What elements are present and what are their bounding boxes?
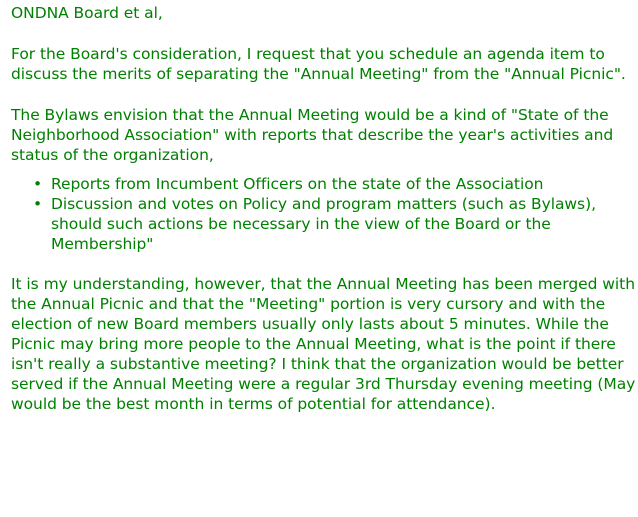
bullet-icon: • [33,195,43,213]
bullet-icon: • [33,175,43,193]
email-greeting: ONDNA Board et al, [11,4,163,22]
email-paragraph-request: For the Board's consideration, I request that you schedule an agenda item to discuss the merits of separating the "Annual Meeting" from the "Annual Picnic". [11,45,626,83]
list-item-text: Reports from Incumbent Officers on the state of the Association [51,175,544,193]
bylaws-reports-list [11,174,637,254]
list-item [33,174,637,194]
email-paragraph-understanding: It is my understanding, however, that the Annual Meeting has been merged with the Annual Picnic and that the "Meeting" portion is very cursory and with the election of new Board members usually only lasts about 5 minutes. While the Picnic may bring more people to the Annual Meeting, what is the point if there isn't really a substantive meeting? I think that the organization would be better served if the Annual Meeting were a regular 3rd Thursday evening meeting (May would be the best month in terms of potential for attendance). [11,275,636,413]
email-body [11,3,637,435]
list-item [33,194,637,254]
list-item-text: Discussion and votes on Policy and program matters (such as Bylaws), should such actions be necessary in the view of the Board or the Membership" [51,195,596,253]
email-paragraph-bylaws: The Bylaws envision that the Annual Meeting would be a kind of "State of the Neighborhood Association" with reports that describe the year's activities and status of the organization, [11,106,614,164]
